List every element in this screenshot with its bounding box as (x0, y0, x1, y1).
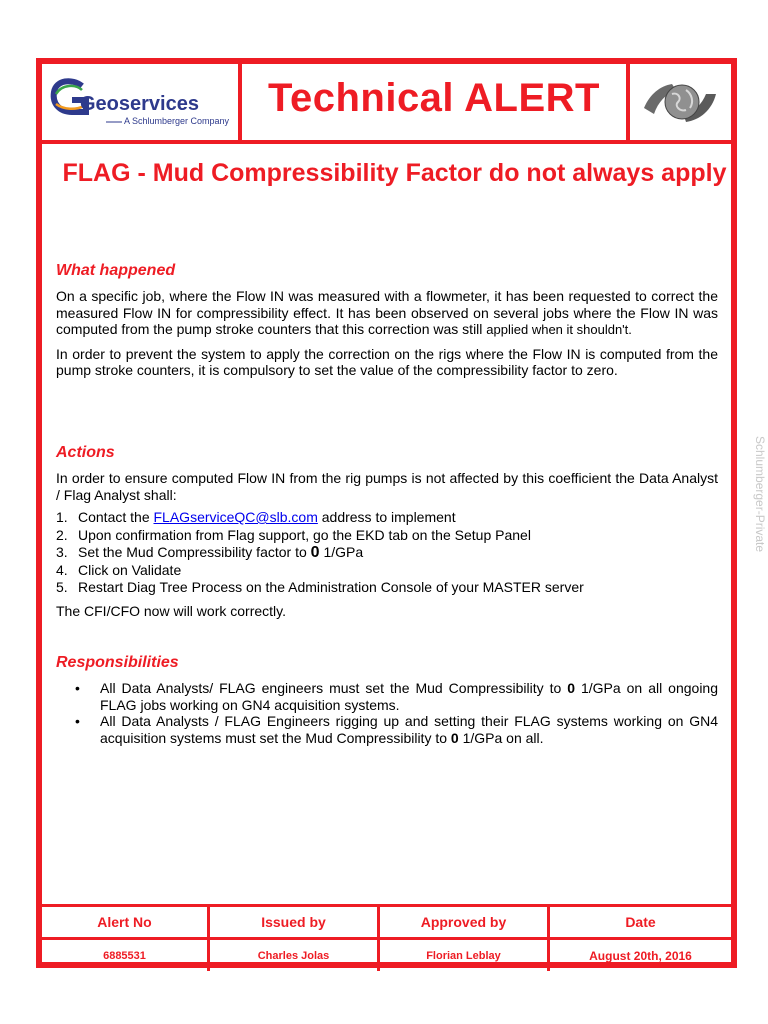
header-date: Date (625, 914, 656, 930)
logo-cell (42, 64, 242, 140)
alert-title-cell (242, 64, 630, 140)
alert-info-table (42, 904, 731, 971)
value-approved-by: Florian Leblay (380, 940, 550, 971)
alert-info-header-row (42, 907, 731, 940)
responsibility-item-1: • All Data Analysts/ FLAG engineers must set the Mud Compressibility to 0 1/GPa on all ongoing FLAG jobs working on GN4 acquisition systems. (75, 680, 719, 713)
what-happened-heading: What happened (56, 262, 176, 279)
emblem-cell (630, 64, 731, 140)
document-title: FLAG - Mud Compressibility Factor do not always apply (62, 159, 727, 187)
flag-service-email-link[interactable]: FLAGserviceQC@slb.com (153, 509, 318, 525)
action-item-5: 5. Restart Diag Tree Process on the Administration Console of your MASTER server (56, 579, 584, 595)
action-item-1: 1. Contact the FLAGserviceQC@slb.com address to implement (56, 509, 456, 525)
geoservices-logo (42, 64, 238, 140)
compressibility-value: 0 (310, 544, 320, 561)
alert-title: Technical ALERT (268, 76, 600, 120)
logo-brand: Geoservices (80, 93, 199, 115)
actions-heading: Actions (56, 444, 115, 461)
responsibilities-list (56, 680, 718, 746)
what-happened-body (56, 288, 718, 379)
what-happened-paragraph-2: In order to prevent the system to apply the correction on the rigs where the Flow IN is computed from the pump stroke counters, it is compulsory to set the value of the compressibility factor to zero. (56, 345, 718, 378)
what-happened-paragraph-1: On a specific job, where the Flow IN was measured with a flowmeter, it has been requested to correct the measured Flow IN for compressibility effect. It has been observed on several jobs where the Flow IN was computed from the pump stroke counters that this correction was still applied when it shouldn't. (56, 288, 718, 337)
value-date: August 20th, 2016 (589, 948, 692, 963)
header-alert-no: Alert No (42, 907, 210, 937)
responsibilities-body (56, 680, 718, 746)
watermark-text: Schlumberger-Private (753, 436, 767, 553)
actions-list (56, 509, 718, 597)
alert-header (42, 64, 731, 144)
action-item-3: 3. Set the Mud Compressibility factor to 0 1/GPa (56, 544, 364, 561)
actions-intro: In order to ensure computed Flow IN from the rig pumps is not affected by this coefficient the Data Analyst / Flag Analyst shall: (56, 470, 718, 503)
header-approved-by: Approved by (380, 907, 550, 937)
alert-frame (36, 58, 737, 968)
actions-closing: The CFI/CFO now will work correctly. (56, 602, 286, 619)
globe-in-hands-icon (630, 64, 731, 140)
value-issued-by: Charles Jolas (210, 940, 380, 971)
value-alert-no: 6885531 (42, 940, 210, 971)
responsibility-item-2: • All Data Analysts / FLAG Engineers rigging up and setting their FLAG systems working on GN4 acquisition systems must set the Mud Compressibility to 0 1/GPa on all. (75, 713, 718, 746)
action-item-2: 2. Upon confirmation from Flag support, go the EKD tab on the Setup Panel (56, 526, 531, 543)
responsibilities-heading: Responsibilities (56, 654, 179, 671)
action-item-4: 4. Click on Validate (56, 561, 182, 578)
actions-body (56, 470, 718, 619)
alert-info-value-row (42, 940, 731, 971)
what-happened-tail: applied when it shouldn't. (486, 322, 632, 337)
header-issued-by: Issued by (210, 907, 380, 937)
logo-tagline: A Schlumberger Company (124, 116, 230, 126)
